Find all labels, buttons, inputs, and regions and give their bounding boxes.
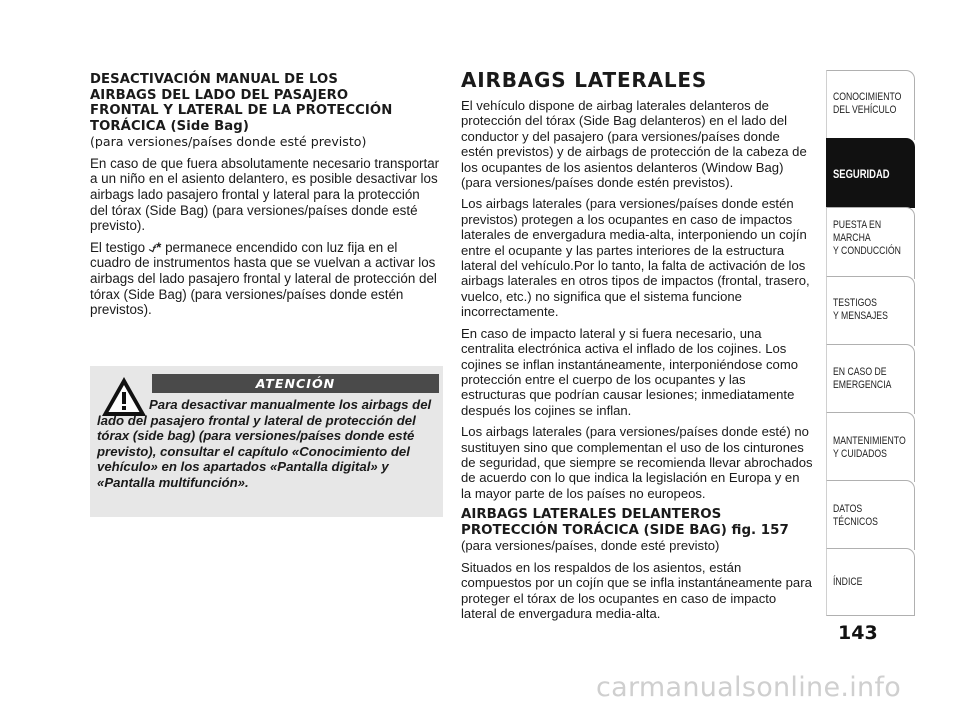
paragraph: En caso de impacto lateral y si fuera necesario, una centralita electrónica activa el inflado de los cojines. Los cojines se inflan instantáneamente, interponiéndose como protección entre el cuerpo de los ocupantes y las estructuras que podrían causar lesiones; inmediatamente después los cojines se inflan.: [461, 325, 799, 418]
watermark: carmanualsonline.info: [596, 672, 902, 703]
paragraph: Los airbags laterales (para versiones/países donde esté) no sustituyen sino que complementan el uso de los cinturones de seguridad, que siempre se recomienda llevar abrochados de acuerdo con lo que indica la legislación en Europa y en la mayor parte de los países no europeos.: [461, 424, 813, 501]
tab-datos-tecnicos[interactable]: DATOS TÉCNICOS: [826, 480, 915, 550]
tab-mantenimiento[interactable]: MANTENIMIENTO Y CUIDADOS: [826, 412, 915, 482]
chapter-tabs: [826, 70, 915, 616]
page-title: AIRBAGS LATERALES: [461, 68, 708, 92]
paragraph: El vehículo dispone de airbag laterales delanteros de protección del tórax (Side Bag delanteros) en el lado del conductor y del pasajero (para versiones/países donde estén previstos) y de airbags de protección de la cabeza de los ocupantes de los asientos delanteros (Window Bag) (para versiones/países donde estén previstos).: [461, 98, 807, 191]
paragraph: Situados en los respaldos de los asientos, están compuestos por un cojín que se infla instantáneamente para proteger el tórax de los ocupantes en caso de impacto lateral de envergadura media-alta.: [461, 559, 812, 621]
tab-indice[interactable]: ÍNDICE: [826, 548, 915, 616]
subsection-heading: AIRBAGS LATERALES DELANTEROS PROTECCIÓN TORÁCICA (SIDE BAG) fig. 157: [461, 507, 789, 538]
section-heading: DESACTIVACIÓN MANUAL DE LOS AIRBAGS DEL LADO DEL PASAJERO FRONTAL Y LATERAL DE LA PROTECCIÓN TORÁCICA (Side Bag): [90, 72, 393, 134]
subsection-note: (para versiones/países, donde esté previsto): [461, 538, 720, 554]
airbag-off-warning-light-icon: ⍻*: [148, 239, 162, 255]
warning-box: [90, 366, 443, 517]
tab-testigos[interactable]: TESTIGOS Y MENSAJES: [826, 276, 915, 346]
tab-seguridad[interactable]: SEGURIDAD: [826, 138, 915, 208]
paragraph: El testigo ⍻* permanece encendido con luz fija en el cuadro de instrumentos hasta que se vuelvan a activar los airbags del lado pasajero frontal y lateral de protección del tórax (Side Bag) (para versiones/países donde estén previstos).: [90, 239, 437, 318]
tab-puesta-en-marcha[interactable]: PUESTA EN MARCHA Y CONDUCCIÓN: [826, 207, 915, 279]
paragraph: En caso de que fuera absolutamente necesario transportar a un niño en el asiento delantero, es posible desactivar los airbags lado pasajero frontal y lateral para la protección del tórax (Side Bag) (para versiones/países donde esté previsto).: [90, 155, 440, 234]
page-number: 143: [838, 622, 878, 644]
warning-text: Para desactivar manualmente los airbags del lado del pasajero frontal y lateral de protección del tórax (side bag) (para versiones/países donde esté previsto), consultar el capítulo «Conocimiento del vehículo» en los apartados «Pantalla digital» y «Pantalla multifunción».: [97, 397, 432, 490]
tab-conocimiento[interactable]: CONOCIMIENTO DEL VEHÍCULO: [826, 70, 915, 140]
paragraph: Los airbags laterales (para versiones/países donde estén previstos) protegen a los ocupantes en caso de impactos laterales de envergadura media-alta, interponiendo un cojín entre el ocupante y las partes interiores de la estructura lateral del vehículo.Por lo tanto, la falta de activación de los airbags laterales en otros tipos de impactos (frontal, trasero, vuelco, etc.) no significa que el sistema funcione incorrectamente.: [461, 196, 810, 320]
tab-emergencia[interactable]: EN CASO DE EMERGENCIA: [826, 344, 915, 414]
left-column: [90, 72, 440, 324]
right-column: [461, 68, 813, 627]
warning-title: ATENCIÓN: [152, 374, 439, 393]
section-subheading: (para versiones/países donde esté previsto): [90, 134, 367, 150]
